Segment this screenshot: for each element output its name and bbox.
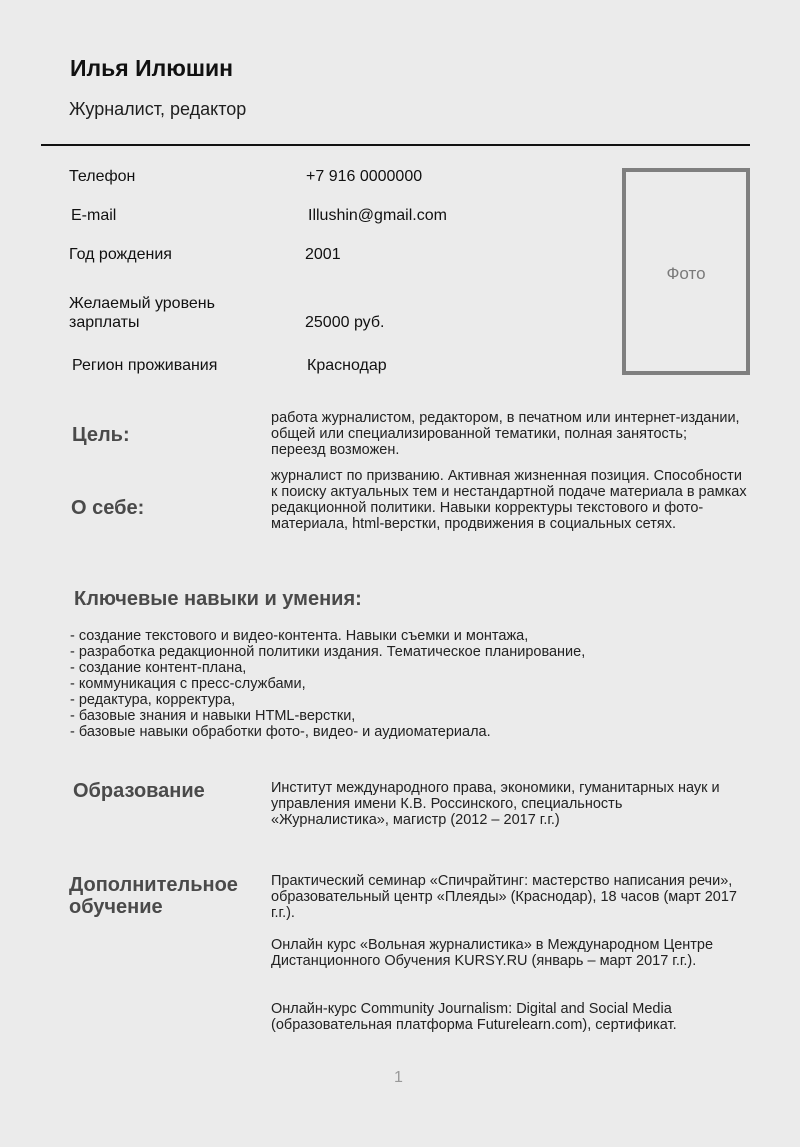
about-heading: О себе: — [71, 497, 145, 519]
skill-item: - базовые навыки обработки фото-, видео- и аудиоматериала. — [70, 724, 491, 740]
skill-item: - разработка редакционной политики издания. Тематическое планирование, — [70, 644, 586, 660]
region-label: Регион проживания — [72, 357, 218, 374]
page-number: 1 — [394, 1069, 403, 1086]
birth-value: 2001 — [305, 246, 341, 263]
extra-education-item: Онлайн-курс Community Journalism: Digital and Social Media (образовательная платформа Futurelearn.com), сертификат. — [271, 1001, 677, 1033]
education-heading: Образование — [73, 780, 205, 802]
photo-placeholder — [622, 168, 750, 375]
salary-label-line2: зарплаты — [69, 314, 140, 331]
header-divider — [41, 144, 750, 146]
goal-heading: Цель: — [72, 424, 130, 446]
birth-label: Год рождения — [69, 246, 172, 263]
phone-value: +7 916 0000000 — [306, 168, 423, 185]
extra-education-heading-line2: обучение — [69, 896, 163, 918]
skill-item: - создание контент-плана, — [70, 660, 247, 676]
skills-heading: Ключевые навыки и умения: — [74, 588, 362, 610]
email-label: E-mail — [71, 207, 117, 224]
skill-item: - коммуникация с пресс-службами, — [70, 676, 306, 692]
candidate-position: Журналист, редактор — [69, 99, 247, 119]
salary-label-line1: Желаемый уровень — [69, 295, 215, 312]
goal-text: работа журналистом, редактором, в печатном или интернет-издании, общей или специализированной тематики, полная занятость; переезд возможен. — [271, 410, 740, 458]
photo-label: Фото — [666, 264, 706, 283]
email-value: Illushin@gmail.com — [308, 207, 447, 224]
region-value: Краснодар — [307, 357, 387, 374]
skills-list — [70, 628, 690, 740]
education-text: Институт международного права, экономики, гуманитарных наук и управления имени К.В. Россинского, специальность «Журналистика», магистр (2012 – 2017 г.г.) — [271, 780, 720, 828]
skill-item: - редактура, корректура, — [70, 692, 236, 708]
extra-education-heading-line1: Дополнительное — [69, 874, 238, 896]
candidate-name: Илья Илюшин — [70, 55, 234, 81]
extra-education-item: Практический семинар «Спичрайтинг: мастерство написания речи», образовательный центр «Плеяды» (Краснодар), 18 часов (март 2017 г.г.). — [271, 873, 737, 921]
about-text: журналист по призванию. Активная жизненная позиция. Способности к поиску актуальных тем и нестандартной подаче материала в рамках редакционной политики. Навыки корректуры текстового и фото-материала, html-верстки, продвижения в социальных сетях. — [271, 468, 747, 532]
salary-value: 25000 руб. — [305, 314, 385, 331]
extra-education-item: Онлайн курс «Вольная журналистика» в Международном Центре Дистанционного Обучения KURSY.RU (январь – март 2017 г.г.). — [271, 937, 714, 969]
phone-label: Телефон — [69, 168, 136, 185]
skill-item: - базовые знания и навыки HTML-верстки, — [70, 708, 356, 724]
skill-item: - создание текстового и видео-контента. Навыки съемки и монтажа, — [70, 628, 529, 644]
